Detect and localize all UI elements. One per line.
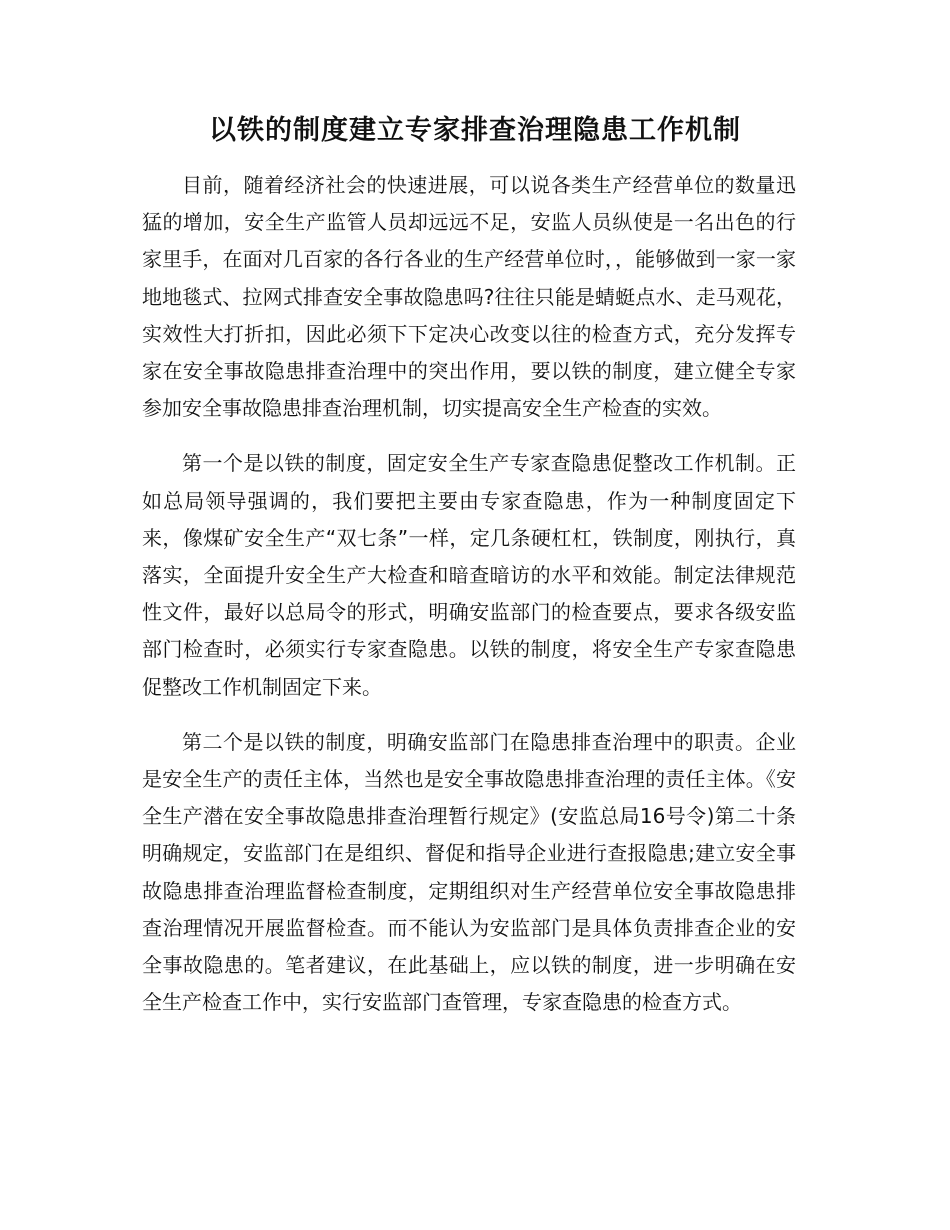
paragraph-1: 目前，随着经济社会的快速进展，可以说各类生产经营单位的数量迅猛的增加，安全生产监管人员却远远不足，安监人员纵使是一名出色的行家里手，在面对几百家的各行各业的生产经营单位时，，能够做到一家一家地地毯式、拉网式排查安全事故隐患吗?往往只能是蜻蜓点水、走马观花，实效性大打折扣，因此必须下下定决心改变以往的检查方式，充分发挥专家在安全事故隐患排查治理中的突出作用，要以铁的制度，建立健全专家参加安全事故隐患排查治理机制，切实提高安全生产检查的实效。 (142, 173, 796, 421)
document-title: 以铁的制度建立专家排查治理隐患工作机制 (209, 115, 741, 146)
paragraph-3: 第二个是以铁的制度，明确安监部门在隐患排查治理中的职责。企业是安全生产的责任主体，当然也是安全事故隐患排查治理的责任主体。《安全生产潜在安全事故隐患排查治理暂行规定》(安监总局16号令)第二十条明确规定，安监部门在是组织、督促和指导企业进行查报隐患;建立安全事故隐患排查治理监督检查制度，定期组织对生产经营单位安全事故隐患排查治理情况开展监督检查。而不能认为安监部门是具体负责排查企业的安全事故隐患的。笔者建议，在此基础上，应以铁的制度，进一步明确在安全生产检查工作中，实行安监部门查管理，专家查隐患的检查方式。 (142, 729, 796, 1015)
paragraph-2: 第一个是以铁的制度，固定安全生产专家查隐患促整改工作机制。正如总局领导强调的，我们要把主要由专家查隐患，作为一种制度固定下来，像煤矿安全生产“双七条”一样，定几条硬杠杠，铁制度，刚执行，真落实，全面提升安全生产大检查和暗查暗访的水平和效能。制定法律规范性文件，最好以总局令的形式，明确安监部门的检查要点，要求各级安监部门检查时，必须实行专家查隐患。以铁的制度，将安全生产专家查隐患促整改工作机制固定下来。 (142, 451, 796, 699)
document-body (142, 167, 796, 1039)
